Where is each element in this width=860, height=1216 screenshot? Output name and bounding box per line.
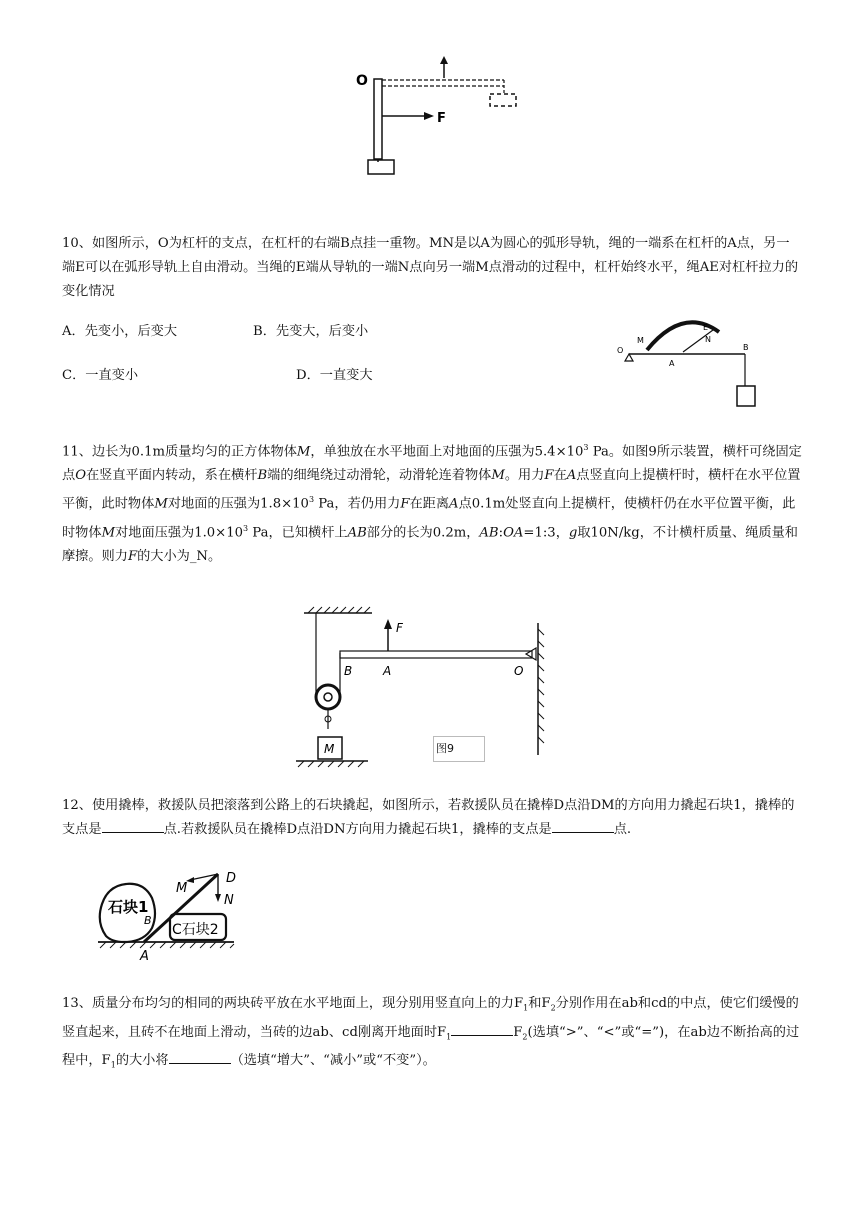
- q11-fig-label-o: O: [514, 664, 524, 678]
- q10-option-b: B．先变大，后变小: [253, 324, 369, 339]
- q12-fig-label-m: M: [176, 881, 188, 896]
- q12-answer-blank-2[interactable]: [552, 820, 614, 833]
- q10-fig-label-e: E: [703, 323, 709, 332]
- q11-fig-label-f: F: [396, 621, 403, 635]
- q12-crowbar-figure: [94, 866, 244, 962]
- q12-fig-label-a: A: [140, 949, 149, 962]
- q10-fig-label-m: M: [637, 336, 644, 345]
- q10-fig-label-a: A: [669, 359, 675, 368]
- q12-text: 12、使用撬棒，救援队员把滚落到公路上的石块撬起，如图所示，若救援队员在撬棒D点沿DM的方向用力撬起石块1，撬棒的支点是 点.若救援队员在撬棒D点沿DN方向用力撬起石块1，撬棒的支点是 点.: [62, 798, 795, 837]
- q10-option-d: D．一直变大: [296, 368, 373, 383]
- q10-fig-label-o: O: [617, 346, 624, 355]
- q11-fig-label-a: A: [383, 664, 392, 678]
- q11-fig-label-b: B: [344, 664, 353, 678]
- q11-fig-label-m: M: [324, 742, 335, 756]
- q10-fig-label-b: B: [743, 343, 749, 352]
- top-fig-label-f: F: [437, 111, 446, 126]
- q10-lever-figure: [615, 310, 765, 410]
- q12-answer-blank-1[interactable]: [102, 820, 164, 833]
- q10-option-a: A．先变小，后变大: [62, 324, 178, 339]
- q11-text: 11、边长为0.1m质量均匀的正方体物体M，单独放在水平地面上对地面的压强为$5.4\times 10^3$ Pa。如图9所示装置，横杆可绕固定点O在竖直平面内转动，系在横杆B端的细绳绕过动滑轮，动滑轮连着物体M。用力F在A点竖直向上提横杆时，横杆在水平位置平衡，此时物体M对地面的压强为$1.8\times 10^3$ Pa，若仍用力F在距离A点0.1m处竖直向上提横杆，使横杆仍在水平位置平衡，此时物体M对地面压强为$1.0\times 10^3$ Pa，已知横杆上AB部分的长为0.2m，AB:OA=1:3，g取10N/kg，不计横杆质量、绳质量和摩擦。则力F的大小为_N。: [62, 443, 802, 565]
- q10-text: 10、如图所示，O为杠杆的支点，在杠杆的右端B点挂一重物。MN是以A为圆心的弧形导轨，绳的一端系在杠杆的A点，另一端E可以在弧形导轨上自由滑动。当绳的E端从导轨的一端N点向另一端M点滑动的过程中，杠杆始终水平，绳AE对杠杆拉力的变化情况: [62, 236, 799, 299]
- q10-option-c: C．一直变小: [62, 368, 139, 383]
- q12-fig-label-d: D: [226, 871, 237, 886]
- q13-text: 13、质量分布均匀的相同的两块砖平放在水平地面上，现分别用竖直向上的力$F_1$和$F_2$分别作用在ab和cd的中点，使它们缓慢的竖直起来，且砖不在地面上滑动，当砖的边ab、cd刚离开地面时$F_1$ $F_2$(选填“>”、“<”或“=”)，在ab边不断抬高的过程中，$F_1$的大小将 （选填“增大”、“减小”或“不变”）。: [62, 996, 800, 1070]
- top-lever-figure: [340, 52, 530, 182]
- q13-answer-blank-2[interactable]: [169, 1051, 231, 1064]
- q11-pulley-figure: [290, 605, 550, 777]
- q12-fig-label-rock2: C石块2: [172, 922, 219, 938]
- q12-fig-label-rock1: 石块1: [108, 898, 149, 916]
- top-fig-label-o: O: [356, 73, 368, 89]
- q12-fig-label-n: N: [224, 893, 234, 908]
- q12-fig-label-b: B: [144, 914, 152, 927]
- q13-answer-blank-1[interactable]: [451, 1023, 513, 1036]
- q10-fig-label-n: N: [705, 335, 711, 344]
- q11-fig-caption: 图9: [433, 736, 485, 762]
